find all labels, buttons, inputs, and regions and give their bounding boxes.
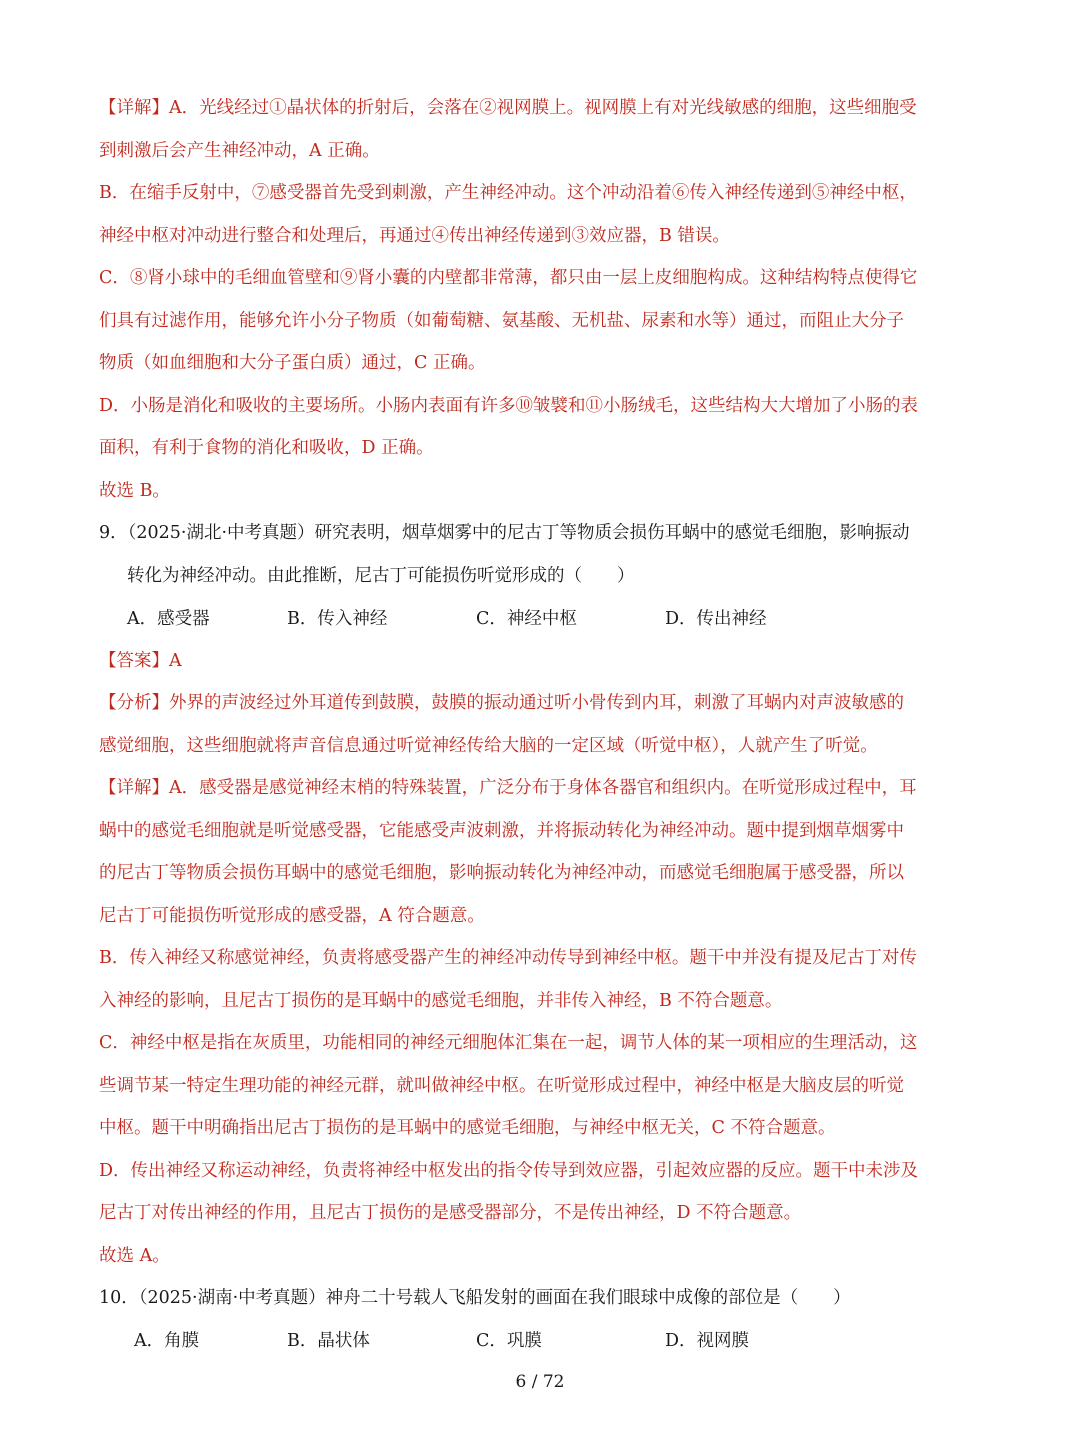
q9-detail-line-6: 入神经的影响，且尼古丁损伤的是耳蜗中的感觉毛细胞，并非传入神经，B 不符合题意。 [99, 991, 783, 1011]
q9-option-a: A．感受器 [127, 609, 210, 629]
q9-analysis-line-1: 【分析】外界的声波经过外耳道传到鼓膜，鼓膜的振动通过听小骨传到内耳，刺激了耳蜗内对声波敏感的 [99, 693, 904, 713]
q9-detail-line-9: 中枢。题干中明确指出尼古丁损伤的是耳蜗中的感觉毛细胞，与神经中枢无关，C 不符合题意。 [99, 1118, 836, 1138]
q9-stem-line-2: 转化为神经冲动。由此推断，尼古丁可能损伤听觉形成的（ ） [127, 566, 635, 586]
q9-option-d: D．传出神经 [665, 609, 767, 629]
q9-analysis-line-2: 感觉细胞，这些细胞就将声音信息通过听觉神经传给大脑的一定区域（听觉中枢），人就产生了听觉。 [99, 736, 878, 756]
q9-detail-line-1: 【详解】A．感受器是感觉神经末梢的特殊装置，广泛分布于身体各器官和组织内。在听觉形成过程中，耳 [99, 778, 917, 798]
q8-detail-line-9: 面积，有利于食物的消化和吸收，D 正确。 [99, 438, 434, 458]
q9-detail-line-5: B．传入神经又称感觉神经，负责将感受器产生的神经冲动传导到神经中枢。题干中并没有提及尼古丁对传 [99, 948, 917, 968]
q10-option-a: A．角膜 [134, 1331, 200, 1351]
q9-detail-line-7: C．神经中枢是指在灰质里，功能相同的神经元细胞体汇集在一起，调节人体的某一项相应的生理活动，这 [99, 1033, 918, 1053]
q10-option-d: D．视网膜 [665, 1331, 750, 1351]
q8-detail-line-8: D．小肠是消化和吸收的主要场所。小肠内表面有许多⑩皱襞和⑪小肠绒毛，这些结构大大增加了小肠的表 [99, 396, 919, 416]
q8-detail-line-4: 神经中枢对冲动进行整合和处理后，再通过④传出神经传递到③效应器，B 错误。 [99, 226, 730, 246]
q9-detail-line-3: 的尼古丁等物质会损伤耳蜗中的感觉毛细胞，影响振动转化为神经冲动，而感觉毛细胞属于感受器，所以 [99, 863, 904, 883]
q8-detail-line-2: 到刺激后会产生神经冲动，A 正确。 [99, 141, 380, 161]
q9-detail-line-10: D．传出神经又称运动神经，负责将神经中枢发出的指令传导到效应器，引起效应器的反应。题干中未涉及 [99, 1161, 919, 1181]
q8-detail-line-3: B．在缩手反射中，⑦感受器首先受到刺激，产生神经冲动。这个冲动沿着⑥传入神经传递到⑤神经中枢， [99, 183, 917, 203]
q8-detail-line-5: C．⑧肾小球中的毛细血管壁和⑨肾小囊的内壁都非常薄，都只由一层上皮细胞构成。这种结构特点使得它 [99, 268, 918, 288]
q9-answer: 【答案】A [99, 651, 182, 671]
q8-choice: 故选 B。 [99, 481, 170, 501]
q9-detail-line-8: 些调节某一特定生理功能的神经元群，就叫做神经中枢。在听觉形成过程中，神经中枢是大脑皮层的听觉 [99, 1076, 904, 1096]
q8-detail-line-1: 【详解】A．光线经过①晶状体的折射后，会落在②视网膜上。视网膜上有对光线敏感的细胞，这些细胞受 [99, 98, 917, 118]
q9-option-c: C．神经中枢 [476, 609, 577, 629]
q10-option-b: B．晶状体 [287, 1331, 370, 1351]
q10-option-c: C．巩膜 [476, 1331, 542, 1351]
q8-detail-line-6: 们具有过滤作用，能够允许小分子物质（如葡萄糖、氨基酸、无机盐、尿素和水等）通过，而阻止大分子 [99, 311, 904, 331]
page-number: 6 / 72 [515, 1372, 565, 1392]
q9-stem-line-1: 9．（2025·湖北·中考真题）研究表明，烟草烟雾中的尼古丁等物质会损伤耳蜗中的感觉毛细胞，影响振动 [99, 523, 910, 543]
q9-choice: 故选 A。 [99, 1246, 170, 1266]
q9-detail-line-4: 尼古丁可能损伤听觉形成的感受器，A 符合题意。 [99, 906, 485, 926]
q9-detail-line-11: 尼古丁对传出神经的作用，且尼古丁损伤的是感受器部分，不是传出神经，D 不符合题意。 [99, 1203, 802, 1223]
q8-detail-line-7: 物质（如血细胞和大分子蛋白质）通过，C 正确。 [99, 353, 486, 373]
q10-stem-line-1: 10．（2025·湖南·中考真题）神舟二十号载人飞船发射的画面在我们眼球中成像的部位是（ ） [99, 1288, 851, 1308]
q9-option-b: B．传入神经 [287, 609, 388, 629]
q9-detail-line-2: 蜗中的感觉毛细胞就是听觉感受器，它能感受声波刺激，并将振动转化为神经冲动。题中提到烟草烟雾中 [99, 821, 904, 841]
